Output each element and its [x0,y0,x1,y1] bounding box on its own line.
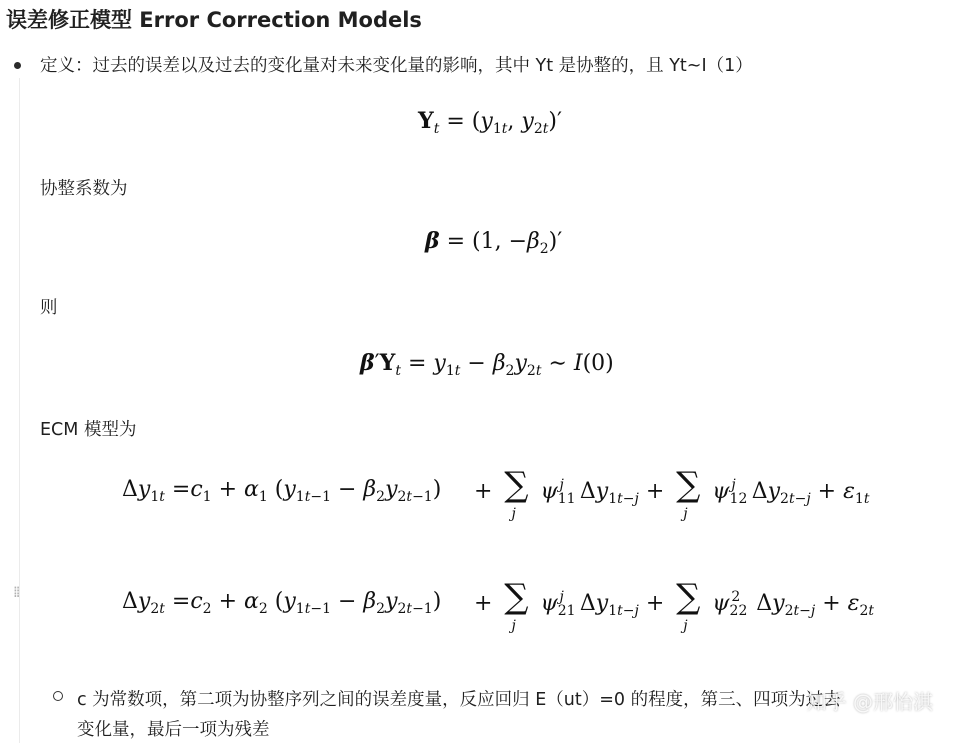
definition-text: 定义：过去的误差以及过去的变化量对未来变化量的影响，其中 Yt 是协整的，且 Yt~I（1） [40,56,753,76]
watermark: 知乎 @邢怡淇 [806,690,933,714]
page-title: 误差修正模型 Error Correction Models [6,8,422,32]
note-line-2: 变化量，最后一项为残差 [77,720,270,740]
ecm-label: ECM 模型为 [40,420,137,440]
ecm-equation-1: $\Delta y_{1t} =c_1 + \alpha_1$ $(y_{1t-1} - \beta_2y_{2t-1})$ [122,477,442,505]
bullet-dot-icon [14,62,21,69]
note-line-1: c 为常数项，第二项为协整序列之间的误差度量，反应回归 E（ut）=0 的程度，第三、四项为过去 [77,690,841,710]
indent-guide [19,78,20,743]
ecm-equation-2-sums: + ∑ j $\psi_{21}^j$ $\Delta y_{1t-j}$ + ∑ j $\psi_{22}^2$ $\Delta y_{2t-j} + \varepsilon_{2t}$ [474,577,875,634]
then-label: 则 [40,298,58,318]
equation-beta: β = (1, $-\beta_2)'$ [425,228,563,257]
ecm-equation-2: $\Delta y_{2t} =c_2 + \alpha_2$ $(y_{1t-1} - \beta_2y_{2t-1})$ [122,589,442,617]
cointegration-label: 协整系数为 [40,179,128,199]
drag-handle-icon[interactable]: ⁞⁞ [13,583,19,601]
sub-bullet-icon [53,691,63,701]
ecm-equation-1-sums: + ∑ j $\psi_{11}^j$ $\Delta y_{1t-j}$ + ∑ j $\psi_{12}^j$ $\Delta y_{2t-j} + \varepsilon_{1t}$ [474,465,870,522]
equation-residual: $\beta'Y_t = y_{1t} - \beta_2y_{2t}$ ∼ I(0) [360,350,614,379]
equation-yt: $Y_t = (y_{1t}$, $y_{2t})'$ [418,108,562,137]
